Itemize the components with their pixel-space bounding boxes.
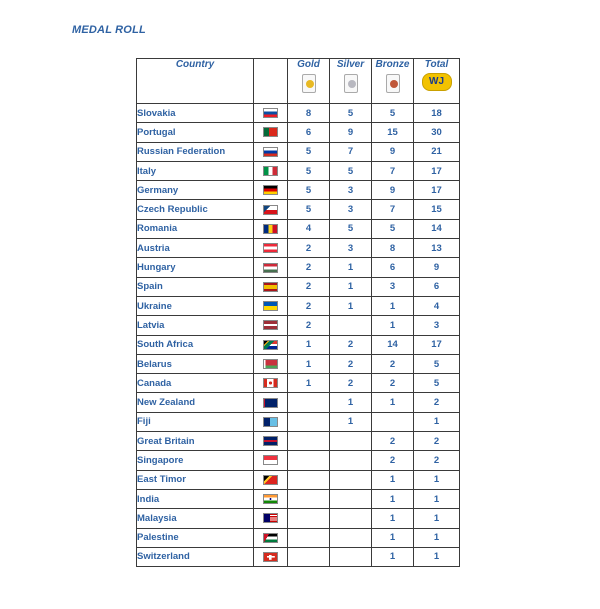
silver-count: 3 xyxy=(330,200,372,219)
gold-count: 5 xyxy=(288,181,330,200)
flag-spain-icon xyxy=(263,282,278,292)
country-name: Hungary xyxy=(137,258,254,277)
flag-cell xyxy=(254,432,288,451)
country-name: Ukraine xyxy=(137,296,254,315)
flag-cell xyxy=(254,181,288,200)
country-name: Romania xyxy=(137,219,254,238)
header-country: Country xyxy=(137,59,254,104)
country-name: Spain xyxy=(137,277,254,296)
gold-count: 4 xyxy=(288,219,330,238)
bronze-count: 1 xyxy=(372,470,414,489)
header-flag-column xyxy=(254,59,288,104)
total-count: 6 xyxy=(414,277,460,296)
country-name: South Africa xyxy=(137,335,254,354)
bronze-count: 1 xyxy=(372,547,414,566)
silver-count xyxy=(330,316,372,335)
flag-cell xyxy=(254,451,288,470)
gold-count: 1 xyxy=(288,374,330,393)
header-silver xyxy=(330,59,372,104)
country-name: Fiji xyxy=(137,412,254,431)
table-row xyxy=(137,258,460,277)
country-name: New Zealand xyxy=(137,393,254,412)
bronze-count: 6 xyxy=(372,258,414,277)
bronze-count: 1 xyxy=(372,393,414,412)
flag-canada-icon xyxy=(263,378,278,388)
flag-romania-icon xyxy=(263,224,278,234)
table-row xyxy=(137,239,460,258)
table-row xyxy=(137,142,460,161)
flag-cell xyxy=(254,412,288,431)
flag-cell xyxy=(254,200,288,219)
flag-fiji-icon xyxy=(263,417,278,427)
wj-logo-icon: WJ xyxy=(422,73,452,91)
bronze-count: 7 xyxy=(372,200,414,219)
total-count: 2 xyxy=(414,432,460,451)
flag-india-icon xyxy=(263,494,278,504)
gold-count: 2 xyxy=(288,316,330,335)
silver-count: 3 xyxy=(330,181,372,200)
total-count: 1 xyxy=(414,528,460,547)
bronze-count: 8 xyxy=(372,239,414,258)
flag-cell xyxy=(254,374,288,393)
total-count: 17 xyxy=(414,335,460,354)
table-row xyxy=(137,104,460,123)
table-row xyxy=(137,296,460,315)
silver-count: 1 xyxy=(330,412,372,431)
table-row xyxy=(137,393,460,412)
country-name: East Timor xyxy=(137,470,254,489)
header-row xyxy=(137,59,460,104)
silver-medal-icon xyxy=(344,74,358,93)
flag-latvia-icon xyxy=(263,320,278,330)
gold-count: 5 xyxy=(288,161,330,180)
table-row xyxy=(137,200,460,219)
silver-count xyxy=(330,509,372,528)
silver-count: 1 xyxy=(330,393,372,412)
total-count: 1 xyxy=(414,547,460,566)
gold-count: 1 xyxy=(288,335,330,354)
total-count: 21 xyxy=(414,142,460,161)
table-row xyxy=(137,374,460,393)
table-row xyxy=(137,412,460,431)
silver-count: 3 xyxy=(330,239,372,258)
gold-count: 2 xyxy=(288,258,330,277)
bronze-count: 9 xyxy=(372,142,414,161)
header-total-label: Total xyxy=(424,59,449,70)
flag-east-timor-icon xyxy=(263,475,278,485)
flag-cell xyxy=(254,489,288,508)
gold-count xyxy=(288,470,330,489)
country-name: Czech Republic xyxy=(137,200,254,219)
flag-cell xyxy=(254,547,288,566)
bronze-count xyxy=(372,412,414,431)
country-name: Portugal xyxy=(137,123,254,142)
flag-cell xyxy=(254,258,288,277)
flag-germany-icon xyxy=(263,185,278,195)
gold-count: 1 xyxy=(288,354,330,373)
gold-count xyxy=(288,509,330,528)
silver-count: 1 xyxy=(330,258,372,277)
silver-count: 2 xyxy=(330,335,372,354)
gold-count: 2 xyxy=(288,239,330,258)
country-name: Slovakia xyxy=(137,104,254,123)
total-count: 15 xyxy=(414,200,460,219)
table-row xyxy=(137,181,460,200)
country-name: Canada xyxy=(137,374,254,393)
total-count: 18 xyxy=(414,104,460,123)
country-name: Russian Federation xyxy=(137,142,254,161)
flag-cell xyxy=(254,104,288,123)
bronze-count: 2 xyxy=(372,451,414,470)
header-gold xyxy=(288,59,330,104)
total-count: 5 xyxy=(414,374,460,393)
flag-cell xyxy=(254,528,288,547)
flag-cell xyxy=(254,219,288,238)
total-count: 1 xyxy=(414,509,460,528)
table-row xyxy=(137,161,460,180)
total-count: 17 xyxy=(414,161,460,180)
flag-cell xyxy=(254,316,288,335)
total-count: 1 xyxy=(414,489,460,508)
gold-count: 6 xyxy=(288,123,330,142)
bronze-count: 15 xyxy=(372,123,414,142)
silver-count: 5 xyxy=(330,161,372,180)
page-title: MEDAL ROLL xyxy=(72,24,146,36)
bronze-count: 2 xyxy=(372,354,414,373)
flag-hungary-icon xyxy=(263,263,278,273)
table-row xyxy=(137,219,460,238)
silver-count xyxy=(330,451,372,470)
flag-belarus-icon xyxy=(263,359,278,369)
flag-slovakia-icon xyxy=(263,108,278,118)
header-total xyxy=(414,59,460,104)
country-name: Switzerland xyxy=(137,547,254,566)
country-name: Singapore xyxy=(137,451,254,470)
flag-singapore-icon xyxy=(263,455,278,465)
silver-count: 5 xyxy=(330,219,372,238)
country-name: Belarus xyxy=(137,354,254,373)
country-name: Austria xyxy=(137,239,254,258)
silver-count xyxy=(330,432,372,451)
total-count: 17 xyxy=(414,181,460,200)
bronze-count: 2 xyxy=(372,374,414,393)
silver-count xyxy=(330,528,372,547)
header-silver-label: Silver xyxy=(336,59,365,70)
total-count: 9 xyxy=(414,258,460,277)
flag-czech-republic-icon xyxy=(263,205,278,215)
bronze-medal-icon xyxy=(386,74,400,93)
total-count: 13 xyxy=(414,239,460,258)
flag-italy-icon xyxy=(263,166,278,176)
total-count: 30 xyxy=(414,123,460,142)
gold-count xyxy=(288,432,330,451)
country-name: Malaysia xyxy=(137,509,254,528)
silver-count: 2 xyxy=(330,374,372,393)
bronze-count: 3 xyxy=(372,277,414,296)
total-count: 14 xyxy=(414,219,460,238)
silver-count: 5 xyxy=(330,104,372,123)
table-row xyxy=(137,470,460,489)
flag-great-britain-icon xyxy=(263,436,278,446)
flag-malaysia-icon xyxy=(263,513,278,523)
header-bronze-label: Bronze xyxy=(375,59,410,70)
flag-russia-icon xyxy=(263,147,278,157)
medal-table xyxy=(136,58,460,567)
country-name: Italy xyxy=(137,161,254,180)
flag-new-zealand-icon xyxy=(263,398,278,408)
silver-count xyxy=(330,489,372,508)
flag-cell xyxy=(254,161,288,180)
flag-cell xyxy=(254,123,288,142)
table-row xyxy=(137,528,460,547)
country-name: Latvia xyxy=(137,316,254,335)
bronze-count: 1 xyxy=(372,316,414,335)
table-row xyxy=(137,354,460,373)
flag-ukraine-icon xyxy=(263,301,278,311)
total-count: 5 xyxy=(414,354,460,373)
bronze-count: 5 xyxy=(372,219,414,238)
table-body xyxy=(137,104,460,567)
bronze-count: 1 xyxy=(372,489,414,508)
country-name: India xyxy=(137,489,254,508)
country-name: Palestine xyxy=(137,528,254,547)
bronze-count: 14 xyxy=(372,335,414,354)
flag-cell xyxy=(254,277,288,296)
silver-count: 9 xyxy=(330,123,372,142)
gold-count xyxy=(288,489,330,508)
flag-cell xyxy=(254,239,288,258)
table-row xyxy=(137,547,460,566)
bronze-count: 9 xyxy=(372,181,414,200)
flag-cell xyxy=(254,393,288,412)
table-row xyxy=(137,123,460,142)
header-gold-label: Gold xyxy=(297,59,320,70)
country-name: Germany xyxy=(137,181,254,200)
gold-count xyxy=(288,528,330,547)
gold-count: 8 xyxy=(288,104,330,123)
flag-cell xyxy=(254,296,288,315)
flag-cell xyxy=(254,335,288,354)
bronze-count: 1 xyxy=(372,528,414,547)
silver-count: 1 xyxy=(330,296,372,315)
gold-medal-icon xyxy=(302,74,316,93)
gold-count: 5 xyxy=(288,142,330,161)
flag-cell xyxy=(254,509,288,528)
total-count: 4 xyxy=(414,296,460,315)
silver-count: 2 xyxy=(330,354,372,373)
table-row xyxy=(137,432,460,451)
silver-count: 7 xyxy=(330,142,372,161)
silver-count xyxy=(330,470,372,489)
gold-count: 5 xyxy=(288,200,330,219)
table-row xyxy=(137,489,460,508)
gold-count xyxy=(288,451,330,470)
flag-portugal-icon xyxy=(263,127,278,137)
silver-count xyxy=(330,547,372,566)
country-name: Great Britain xyxy=(137,432,254,451)
table-row xyxy=(137,451,460,470)
bronze-count: 1 xyxy=(372,296,414,315)
total-count: 3 xyxy=(414,316,460,335)
table-row xyxy=(137,277,460,296)
gold-count xyxy=(288,412,330,431)
flag-south-africa-icon xyxy=(263,340,278,350)
total-count: 2 xyxy=(414,393,460,412)
bronze-count: 2 xyxy=(372,432,414,451)
gold-count: 2 xyxy=(288,296,330,315)
flag-cell xyxy=(254,142,288,161)
flag-palestine-icon xyxy=(263,533,278,543)
gold-count: 2 xyxy=(288,277,330,296)
bronze-count: 1 xyxy=(372,509,414,528)
silver-count: 1 xyxy=(330,277,372,296)
total-count: 1 xyxy=(414,470,460,489)
table-row xyxy=(137,316,460,335)
table-row xyxy=(137,335,460,354)
flag-austria-icon xyxy=(263,243,278,253)
table-row xyxy=(137,509,460,528)
flag-cell xyxy=(254,354,288,373)
bronze-count: 7 xyxy=(372,161,414,180)
header-bronze xyxy=(372,59,414,104)
gold-count xyxy=(288,393,330,412)
bronze-count: 5 xyxy=(372,104,414,123)
flag-cell xyxy=(254,470,288,489)
gold-count xyxy=(288,547,330,566)
total-count: 2 xyxy=(414,451,460,470)
flag-switzerland-icon xyxy=(263,552,278,562)
total-count: 1 xyxy=(414,412,460,431)
